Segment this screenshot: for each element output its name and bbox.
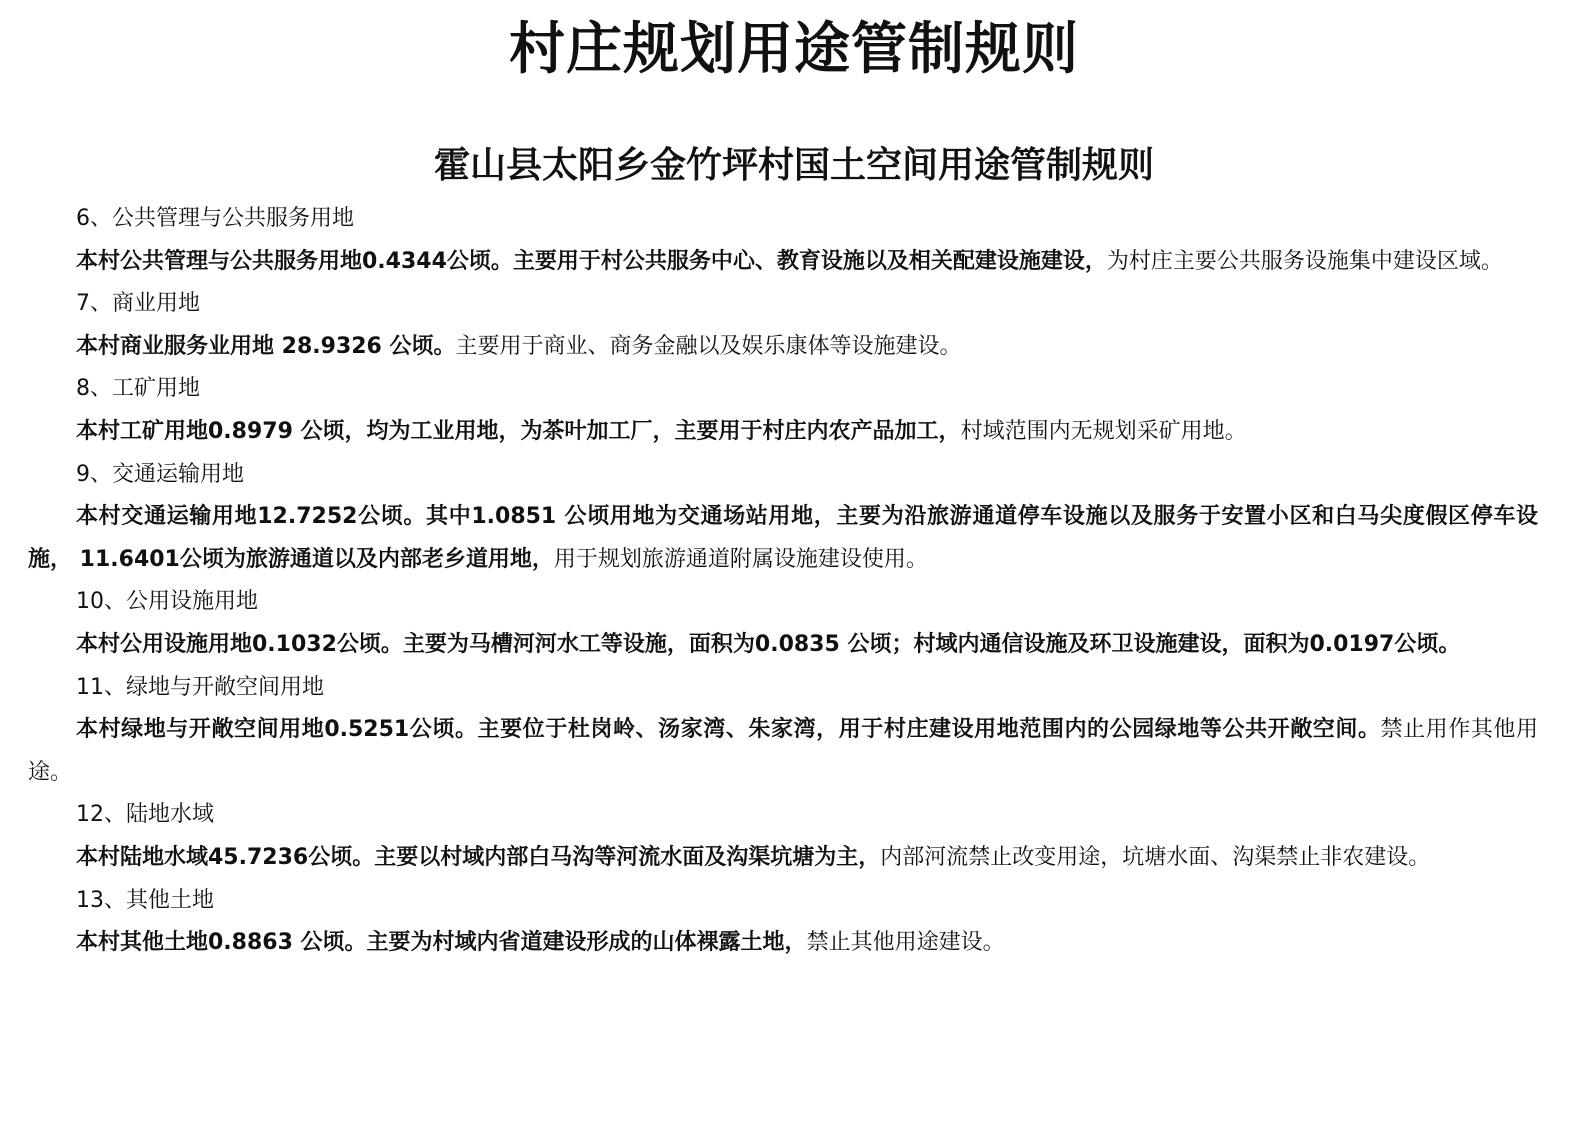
section-heading-utilities: 10、公用设施用地 [76, 589, 258, 615]
section-normal-text: 为村庄主要公共服务设施集中建设区域。 [1106, 248, 1503, 274]
section-body-public-service [28, 241, 1538, 284]
section-normal-text: 用于规划旅游通道附属设施建设使用。 [553, 546, 928, 572]
section-normal-text: 禁止用作其他用途。 [28, 717, 1538, 785]
section-heading-commercial: 7、商业用地 [76, 291, 200, 317]
section-bold-text: 本村交通运输用地12.7252公顷。其中1.0851 公顷用地为交通场站用地，主要为沿旅游通道停车设施以及服务于安置小区和白马尖度假区停车设施， 11.6401公顷为旅游通道以及内部老乡道用地， [28, 504, 1538, 572]
section-body-utilities [28, 624, 1538, 667]
section-heading-water: 12、陆地水域 [76, 802, 214, 828]
section-bold-text: 本村工矿用地0.8979 公顷，均为工业用地，为茶叶加工厂，主要用于村庄内农产品加工， [76, 418, 961, 444]
rules-content [28, 198, 1538, 965]
section-bold-text: 本村陆地水域45.7236公顷。主要以村域内部白马沟等河流水面及沟渠坑塘为主， [76, 844, 881, 870]
page-subtitle: 霍山县太阳乡金竹坪村国土空间用途管制规则 [433, 145, 1154, 186]
section-bold-text: 本村公用设施用地0.1032公顷。主要为马槽河河水工等设施，面积为0.0835 公顷；村域内通信设施及环卫设施建设，面积为0.0197公顷。 [76, 631, 1461, 657]
section-heading-industrial: 8、工矿用地 [76, 376, 200, 402]
section-normal-text: 主要用于商业、商务金融以及娱乐康体等设施建设。 [455, 333, 962, 359]
section-bold-text: 本村公共管理与公共服务用地0.4344公顷。主要用于村公共服务中心、教育设施以及相关配建设施建设， [76, 248, 1107, 274]
section-body-green-space [28, 709, 1538, 794]
section-normal-text: 内部河流禁止改变用途，坑塘水面、沟渠禁止非农建设。 [880, 844, 1431, 870]
section-normal-text: 村域范围内无规划采矿用地。 [960, 418, 1247, 444]
section-body-other-land [28, 922, 1538, 965]
section-body-transport [28, 496, 1538, 581]
page-title: 村庄规划用途管制规则 [509, 17, 1079, 82]
section-bold-text: 本村其他土地0.8863 公顷。主要为村域内省道建设形成的山体裸露土地， [76, 930, 807, 956]
section-normal-text: 禁止其他用途建设。 [806, 930, 1005, 956]
section-heading-green-space: 11、绿地与开敞空间用地 [76, 674, 324, 700]
section-bold-text: 本村商业服务业用地 28.9326 公顷。 [76, 333, 456, 359]
section-heading-public-service: 6、公共管理与公共服务用地 [76, 206, 354, 231]
section-bold-text: 本村绿地与开敞空间用地0.5251公顷。主要位于杜岗岭、汤家湾、朱家湾，用于村庄建设用地范围内的公园绿地等公共开敞空间。 [76, 717, 1381, 743]
section-body-water [28, 837, 1538, 880]
section-body-commercial [28, 326, 1538, 369]
section-heading-other-land: 13、其他土地 [76, 887, 214, 913]
section-heading-transport: 9、交通运输用地 [76, 461, 244, 487]
section-body-industrial [28, 411, 1538, 454]
